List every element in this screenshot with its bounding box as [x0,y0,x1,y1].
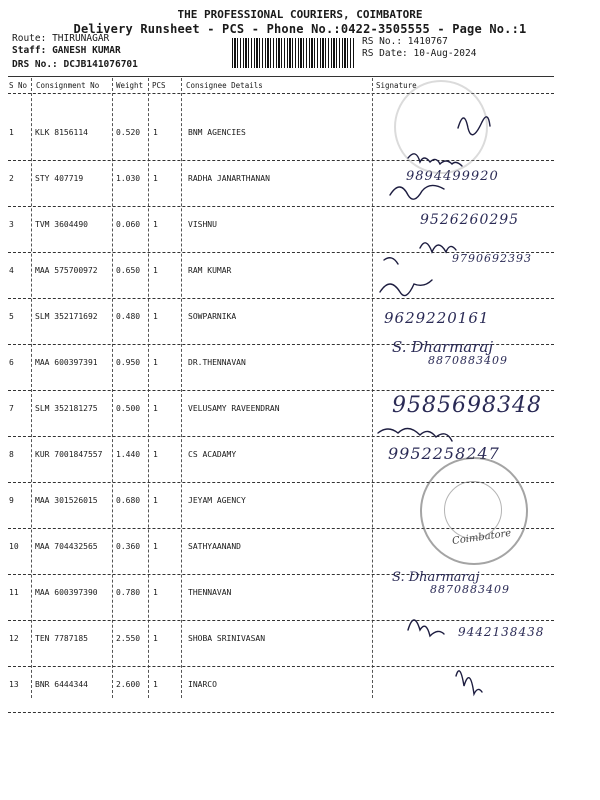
row-consignee: RADHA JANARTHANAN [188,174,270,183]
signature-scribble [408,620,444,636]
row-pcs: 1 [153,404,158,413]
row-weight: 0.950 [116,358,141,367]
signature-scribble [378,428,452,441]
row-11-signature-name: S. Dharmaraj [392,570,480,585]
row-sno: 2 [9,174,14,183]
row-phone-handwritten: 9790692393 [452,252,532,265]
row-pcs: 1 [153,542,158,551]
row-consignment-no: BNR 6444344 [35,680,88,689]
row-weight: 0.680 [116,496,141,505]
signature-scribble [458,117,490,135]
row-consignment-no: STY 407719 [35,174,84,183]
signature-scribble [408,154,462,166]
row-consignment-no: KLK 8156114 [35,128,88,137]
row-phone-handwritten: 8870883409 [428,354,508,367]
row-consignment-no: SLM 352171692 [35,312,98,321]
row-phone-handwritten: 9442138438 [458,625,545,639]
row-consignee: SATHYAANAND [188,542,241,551]
row-pcs: 1 [153,680,158,689]
row-weight: 0.780 [116,588,141,597]
row-sno: 13 [9,680,19,689]
row-consignee: DR.THENNAVAN [188,358,246,367]
row-consignment-no: KUR 7001847557 [35,450,103,459]
row-weight: 1.030 [116,174,141,183]
row-pcs: 1 [153,220,158,229]
row-consignment-no: TVM 3604490 [35,220,88,229]
row-weight: 0.520 [116,128,141,137]
rs-no-label: RS No.: [362,36,403,47]
row-pcs: 1 [153,312,158,321]
row-consignment-no: MAA 600397390 [35,588,98,597]
row-weight: 0.060 [116,220,141,229]
row-pcs: 1 [153,450,158,459]
row-consignee: SOWPARNIKA [188,312,237,321]
row-pcs: 1 [153,266,158,275]
row-6-signature-name: S. Dharmaraj [392,338,494,356]
col-consignment-header: Consignment No [36,81,100,90]
row-consignment-no: MAA 600397391 [35,358,98,367]
row-consignment-no: MAA 704432565 [35,542,98,551]
row-weight: 2.550 [116,634,141,643]
row-pcs: 1 [153,634,158,643]
row-pcs: 1 [153,588,158,597]
row-pcs: 1 [153,128,158,137]
row-consignee: VISHNU [188,220,217,229]
col-pcs-header: PCS [152,81,166,90]
row-pcs: 1 [153,358,158,367]
row-weight: 2.600 [116,680,141,689]
row-consignee: CS ACADAMY [188,450,237,459]
row-consignee: JEYAM AGENCY [188,496,246,505]
row-sno: 11 [9,588,19,597]
row-sno: 6 [9,358,14,367]
row-weight: 0.480 [116,312,141,321]
staff-label: Staff: [12,45,47,56]
row-consignment-no: SLM 352181275 [35,404,98,413]
row-pcs: 1 [153,496,158,505]
row-consignee: INARCO [188,680,217,689]
drs-value: DCJB141076701 [63,59,138,70]
col-signature-header: Signature [376,81,417,90]
row-consignee: VELUSAMY RAVEENDRAN [188,404,280,413]
signature-scribble [390,185,444,199]
row-weight: 0.360 [116,542,141,551]
row-sno: 8 [9,450,14,459]
row-sno: 1 [9,128,14,137]
row-consignee: BNM AGENCIES [188,128,246,137]
row-sno: 5 [9,312,14,321]
row-phone-handwritten: 9585698348 [392,393,542,418]
staff-value: GANESH KUMAR [52,45,121,56]
stamp-city: Coimbatore [451,527,512,548]
route-label: Route: [12,33,47,44]
row-sno: 12 [9,634,19,643]
col-sno-header: S No [9,81,28,90]
row-consignee: THENNAVAN [188,588,232,597]
row-weight: 0.650 [116,266,141,275]
row-phone-handwritten: 9526260295 [420,212,520,228]
row-consignee: SHOBA SRINIVASAN [188,634,266,643]
route-value: THIRUNAGAR [52,33,110,44]
signature-scribble [384,243,456,264]
row-sno: 10 [9,542,19,551]
row-weight: 1.440 [116,450,141,459]
row-phone-handwritten: 9894499920 [406,169,499,184]
row-consignment-no: TEN 7787185 [35,634,88,643]
row-sno: 7 [9,404,14,413]
row-weight: 0.500 [116,404,141,413]
signature-scribble [380,280,432,296]
rs-date-value: 10-Aug-2024 [413,48,477,59]
col-consignee-header: Consignee Details [186,81,263,90]
row-consignee: RAM KUMAR [188,266,232,275]
rs-no-value: 1410767 [407,36,448,47]
company-title: THE PROFESSIONAL COURIERS, COIMBATORE [177,8,423,21]
signature-scribble [456,671,482,694]
row-consignment-no: MAA 301526015 [35,496,98,505]
col-weight-header: Weight [116,81,144,90]
row-sno: 3 [9,220,14,229]
drs-label: DRS No.: [12,59,58,70]
rs-date-label: RS Date: [362,48,408,59]
row-phone-handwritten: 9629220161 [384,309,490,327]
row-sno: 9 [9,496,14,505]
runsheet-subtitle: Delivery Runsheet - PCS - Phone No.:0422-3505555 - Page No.:1 [73,22,527,36]
row-sno: 4 [9,266,14,275]
row-consignment-no: MAA 575700972 [35,266,98,275]
row-phone-handwritten: 9952258247 [388,444,500,463]
row-phone-handwritten: 8870883409 [430,583,510,596]
row-pcs: 1 [153,174,158,183]
